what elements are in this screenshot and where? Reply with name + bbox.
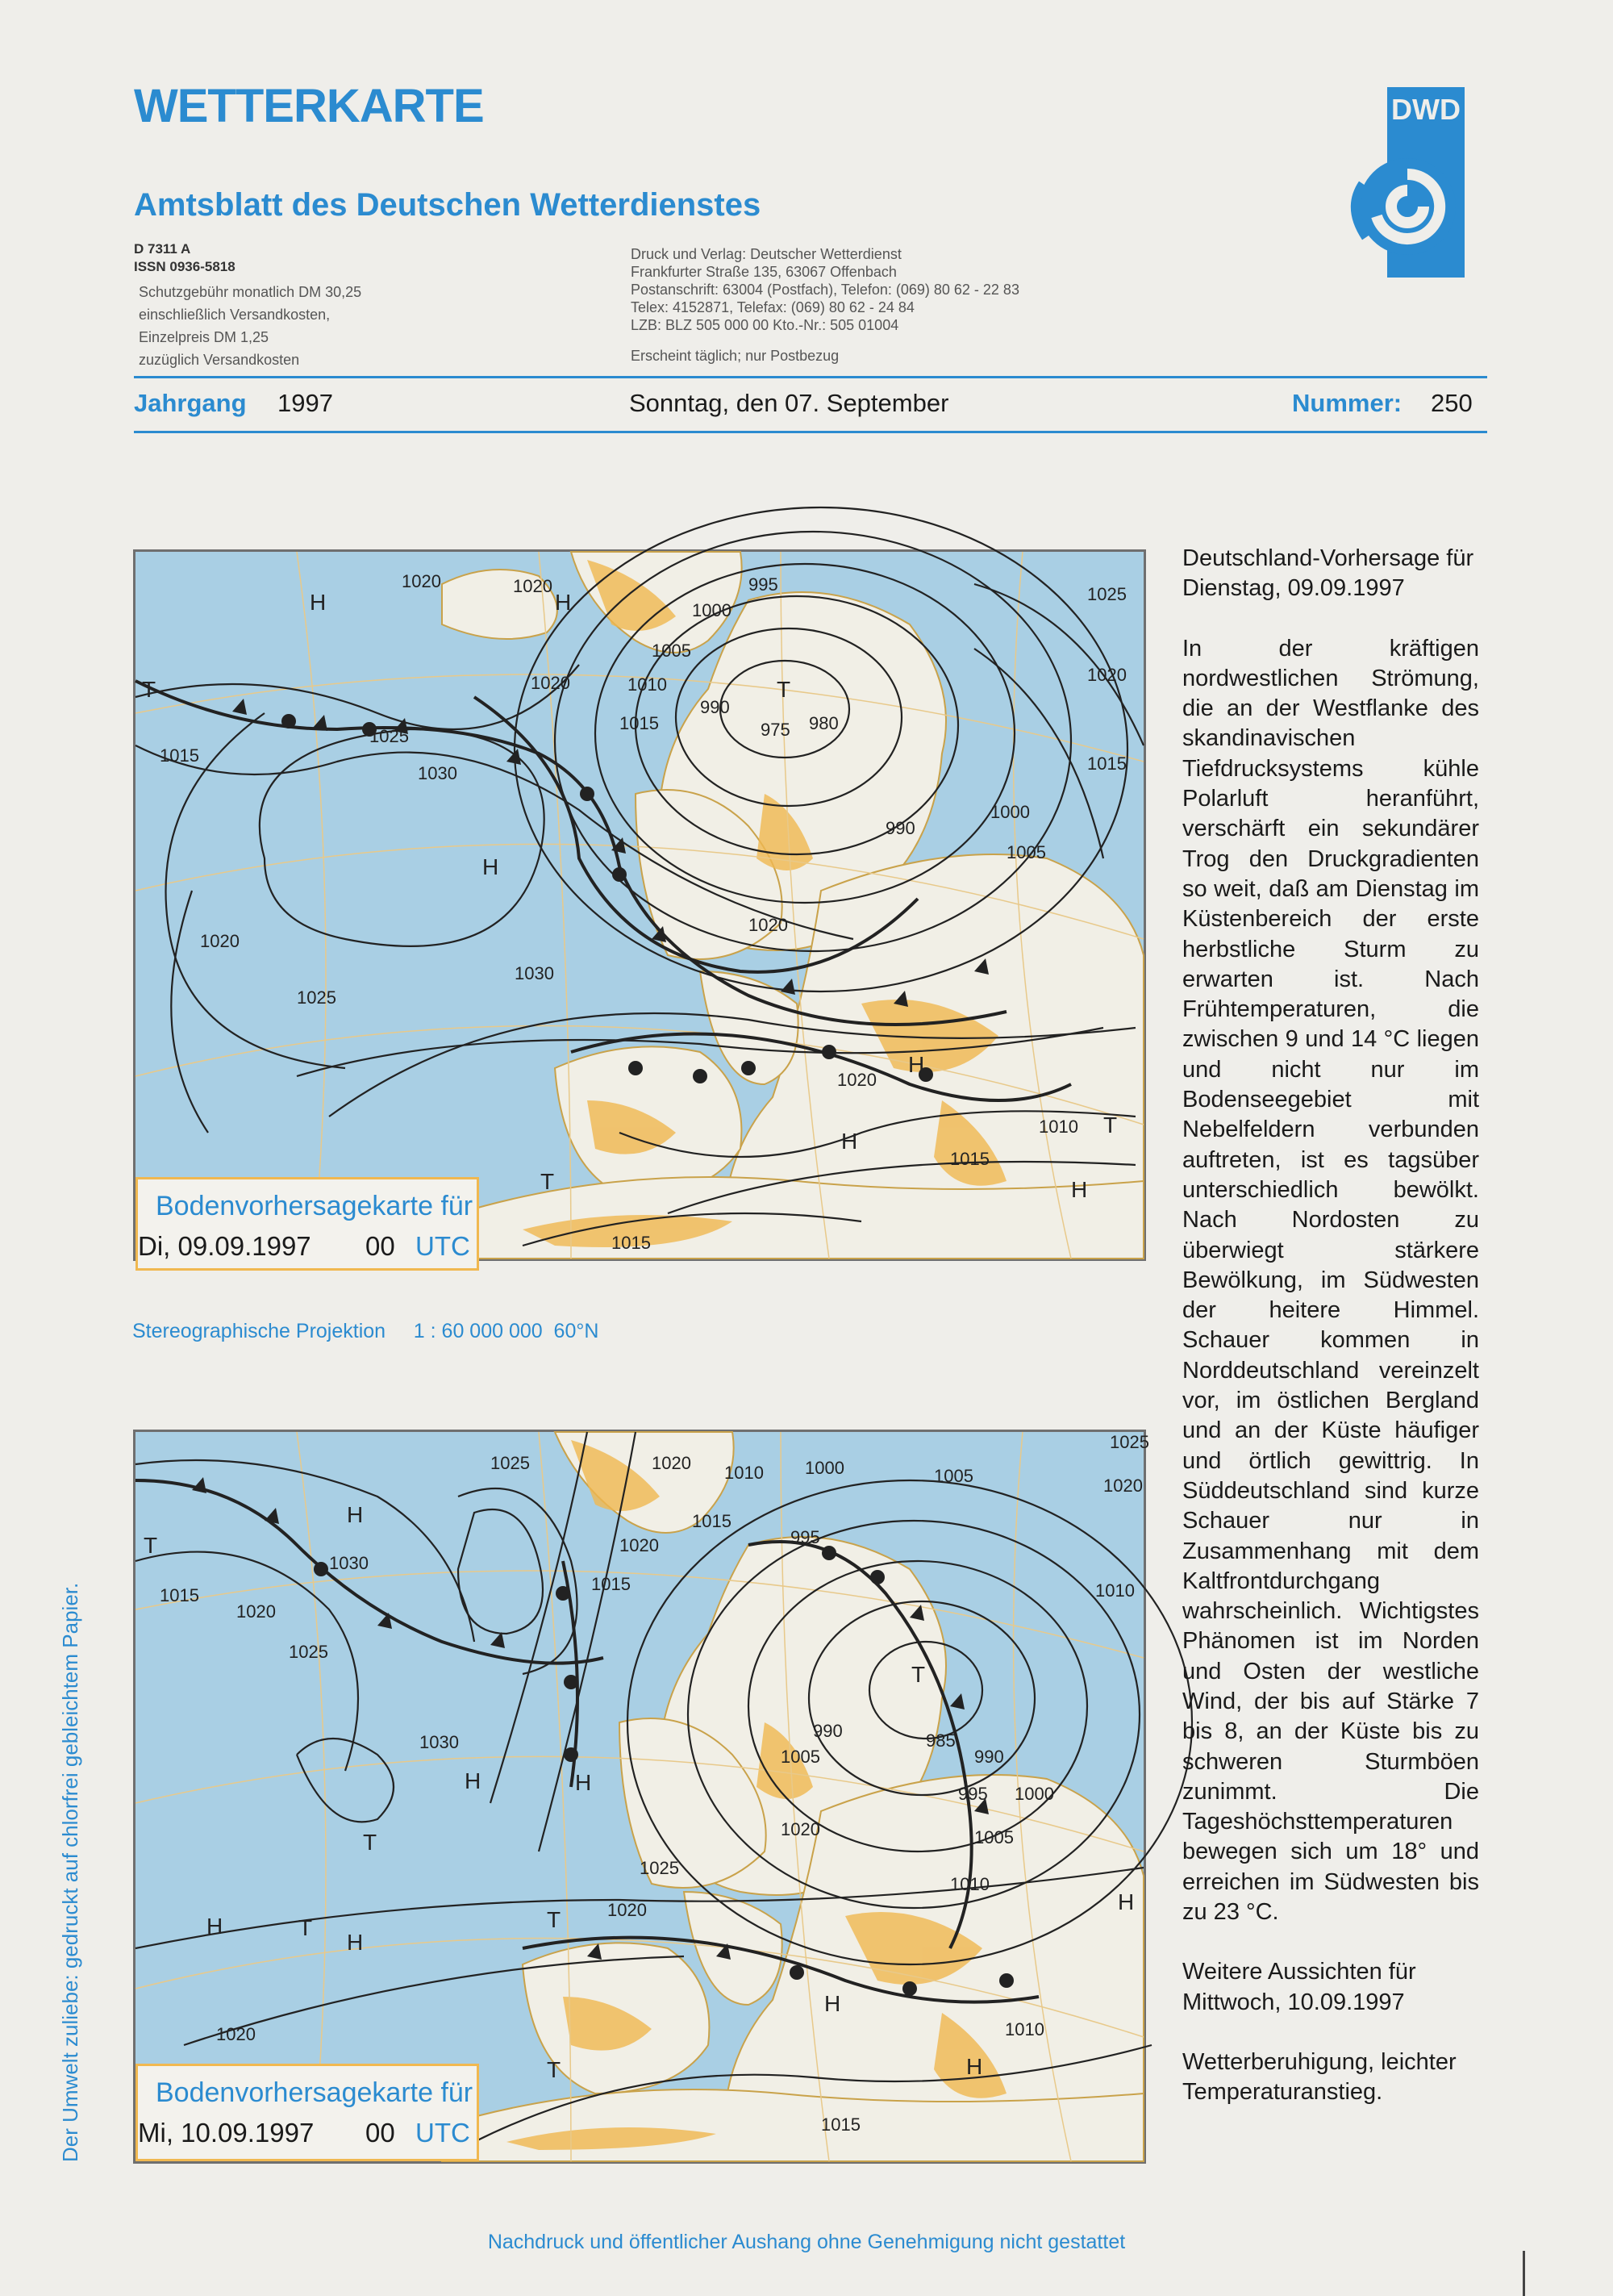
isobar-label: 995 (790, 1527, 820, 1547)
isobar-label: 1025 (640, 1858, 679, 1878)
high-pressure: H (482, 854, 499, 879)
isobar-label: 1010 (950, 1874, 990, 1894)
isobar-label: 990 (886, 818, 915, 838)
forecast-body: In der kräftigen nordwestlichen Strömung, die an der Westflanke des skandinavischen Tiefdrucksystems kühle Polarluft heranführt, verschärft ein sekundärer Trog den Druckgradienten so weit, daß am Dienstag im Küstenbereich der erste herbstliche Sturm zu erwarten ist. Nach Frühtemperaturen, die zwischen 9 und 14 °C liegen und nicht nur im Bodenseegebiet mit Nebelfeldern verbunden auftreten, ist es tagsüber unterschiedlich bewölkt. Nach Nordosten zu überwiegt stärkere Bewölkung, im Südwesten der heitere Himmel. Schauer kommen in Norddeutschland vereinzelt vor, im östlichen Bergland und an der Küste häufiger und örtlich gewittrig. In Süddeutschland sind kurze Schauer nur in Zusammenhang mit dem Kaltfrontdurchgang wahrscheinlich. Wichtigstes Phänomen ist im Norden und Osten der westliche Wind, der bis auf Stärke 7 bis 8, an der Küste bis zu schweren Sturmböen zunimmt. Die Tageshöchsttemperaturen bewegen sich um 18° und erreichen im Südwesten bis zu 23 °C. (1182, 635, 1479, 1926)
isobar-label: 1020 (1103, 1476, 1143, 1496)
map-caption (135, 2064, 479, 2161)
isobar-label: 1005 (974, 1827, 1014, 1847)
isobar-label: 1020 (837, 1070, 877, 1090)
caption-zone: UTC (415, 1231, 470, 1261)
isobar-label: 1025 (1110, 1432, 1149, 1452)
isobar-label: 1000 (1015, 1784, 1054, 1804)
low-pressure: T (547, 1907, 561, 1932)
low-pressure: T (144, 1533, 158, 1558)
low-pressure: T (911, 1662, 926, 1687)
isobar-label: 1025 (297, 987, 336, 1008)
fee-line: zuzüglich Versandkosten (139, 352, 300, 368)
publication-ids (134, 240, 235, 276)
dwd-logo (1331, 87, 1468, 281)
appears-line: Erscheint täglich; nur Postbezug (631, 348, 840, 364)
low-pressure: T (540, 1169, 555, 1194)
year-label: Jahrgang (134, 389, 247, 417)
isobar-label: 1020 (216, 2024, 256, 2044)
publisher-line: Telex: 4152871, Telefax: (069) 80 62 - 24 84 (631, 299, 915, 315)
isobar-label: 1015 (821, 2114, 861, 2135)
isobar-label: 1030 (515, 963, 554, 983)
isobar-label: 995 (748, 574, 778, 595)
isobar-label: 1005 (781, 1747, 820, 1767)
isobar-label: 1015 (1087, 754, 1127, 774)
isobar-label: 1010 (627, 674, 667, 695)
footer-note: Nachdruck und öffentlicher Aushang ohne Genehmigung nicht gestattet (487, 2231, 1126, 2253)
isobar-label: 1020 (531, 673, 570, 693)
fee-info (139, 281, 361, 371)
isobar-label: 1020 (402, 571, 441, 591)
low-pressure: T (777, 677, 791, 702)
high-pressure: H (555, 590, 572, 615)
high-pressure: H (347, 1930, 364, 1955)
caption-date: Di, 09.09.1997 (138, 1231, 311, 1261)
isobar-label: 1025 (490, 1453, 530, 1473)
header-rule-bottom (134, 431, 1487, 433)
isobar-label: 1010 (1005, 2019, 1044, 2039)
isobar-label: 1030 (329, 1553, 369, 1573)
publisher-line: Druck und Verlag: Deutscher Wetterdienst (631, 246, 902, 262)
caption-title: Bodenvorhersagekarte für (156, 1191, 473, 1221)
isobar-label: 1010 (1039, 1117, 1078, 1137)
isobar-label: 1015 (160, 745, 199, 766)
caption-date: Mi, 10.09.1997 (138, 2118, 315, 2148)
isobar-label: 1005 (1007, 842, 1046, 862)
map-caption (135, 1177, 479, 1271)
isobar-label: 1010 (1095, 1580, 1135, 1601)
isobar-label: 1000 (990, 802, 1030, 822)
isobar-label: 1005 (934, 1466, 973, 1486)
weather-map-wednesday (133, 1430, 1149, 2164)
high-pressure: H (966, 2054, 983, 2079)
header-rule-top (134, 376, 1487, 378)
publisher-line: LZB: BLZ 505 000 00 Kto.-Nr.: 505 01004 (631, 317, 899, 333)
map-graphic (135, 1432, 1149, 2161)
isobar-label: 1010 (724, 1463, 764, 1483)
isobar-label: 1020 (513, 576, 552, 596)
isobar-label: 1000 (692, 600, 731, 620)
high-pressure: H (206, 1914, 223, 1939)
issn-line: ISSN 0936-5818 (134, 259, 235, 274)
high-pressure: H (841, 1129, 858, 1154)
issue-date: Sonntag, den 07. September (629, 389, 949, 417)
number-label: Nummer: (1292, 389, 1403, 417)
isobar-label: 1030 (419, 1732, 459, 1752)
high-pressure: H (575, 1770, 592, 1795)
environment-note: Der Umwelt zuliebe: gedruckt auf chlorfrei gebleichtem Papier. (58, 1582, 82, 2162)
number-value: 250 (1431, 389, 1473, 417)
caption-hour: 00 (365, 1231, 395, 1261)
isobar-label: 990 (813, 1721, 843, 1741)
isobar-label: 1020 (652, 1453, 691, 1473)
isobar-label: 1020 (619, 1535, 659, 1555)
low-pressure: T (363, 1830, 377, 1855)
map-graphic (135, 552, 1144, 1259)
isobar-label: 975 (761, 720, 790, 740)
isobar-label: 1015 (950, 1149, 990, 1169)
id-line: D 7311 A (134, 241, 191, 257)
low-pressure: T (547, 2057, 561, 2082)
isobar-label: 1020 (236, 1601, 276, 1622)
isobar-label: 980 (809, 713, 839, 733)
isobar-label: 1015 (591, 1574, 631, 1594)
isobar-label: 1020 (1087, 665, 1127, 685)
publisher-line: Postanschrift: 63004 (Postfach), Telefon: (069) 80 62 - 22 83 (631, 282, 1019, 298)
high-pressure: H (310, 590, 327, 615)
fee-line: Einzelpreis DM 1,25 (139, 329, 269, 345)
projection-note: Stereographische Projektion 1 : 60 000 000 60°N (132, 1320, 599, 1342)
isobar-label: 1025 (289, 1642, 328, 1662)
isobar-label: 990 (700, 697, 730, 717)
subtitle: Amtsblatt des Deutschen Wetterdienstes (134, 187, 761, 223)
isobar-label: 985 (926, 1730, 956, 1751)
forecast-heading: Deutschland-Vorhersage für Dienstag, 09.09.1997 (1182, 545, 1474, 602)
caption-hour: 00 (365, 2118, 395, 2148)
outlook-body: Wetterberuhigung, leichter Temperaturanstieg. (1182, 2048, 1457, 2106)
isobar-label: 1030 (418, 763, 457, 783)
fee-line: Schutzgebühr monatlich DM 30,25 (139, 284, 362, 300)
page-title: WETTERKARTE (134, 80, 484, 132)
low-pressure: T (298, 1915, 313, 1940)
isobar-label: 1020 (200, 931, 240, 951)
fee-line: einschließlich Versandkosten, (139, 307, 331, 323)
isobar-label: 995 (958, 1784, 988, 1804)
year-value: 1997 (277, 389, 333, 417)
caption-zone: UTC (415, 2118, 470, 2148)
isobar-label: 1015 (611, 1233, 651, 1253)
isobar-label: 1025 (1087, 584, 1127, 604)
isobar-label: 1015 (619, 713, 659, 733)
high-pressure: H (1071, 1177, 1088, 1202)
isobar-label: 1020 (748, 915, 788, 935)
low-pressure: T (142, 677, 156, 702)
high-pressure: H (908, 1052, 925, 1077)
isobar-label: 1015 (692, 1511, 731, 1531)
caption-title: Bodenvorhersagekarte für (156, 2077, 473, 2108)
isobar-label: 1020 (781, 1819, 820, 1839)
publisher-line: Frankfurter Straße 135, 63067 Offenbach (631, 264, 897, 280)
isobar-label: 1015 (160, 1585, 199, 1605)
outlook-heading: Weitere Aussichten für Mittwoch, 10.09.1997 (1182, 1959, 1416, 2015)
publisher-info (631, 245, 1019, 365)
low-pressure: T (1103, 1113, 1118, 1138)
isobar-label: 990 (974, 1747, 1004, 1767)
isobar-label: 1025 (369, 726, 409, 746)
isobar-label: 1000 (805, 1458, 844, 1478)
weather-map-tuesday (133, 549, 1146, 1261)
high-pressure: H (824, 1991, 841, 2016)
isobar-label: 1005 (652, 641, 691, 661)
fold-mark (1523, 2251, 1525, 2296)
isobar-label: 1020 (607, 1900, 647, 1920)
high-pressure: H (465, 1768, 481, 1793)
high-pressure: H (1118, 1889, 1135, 1914)
logo-text: DWD (1391, 93, 1461, 126)
forecast-column (1182, 544, 1479, 2138)
high-pressure: H (347, 1502, 364, 1527)
